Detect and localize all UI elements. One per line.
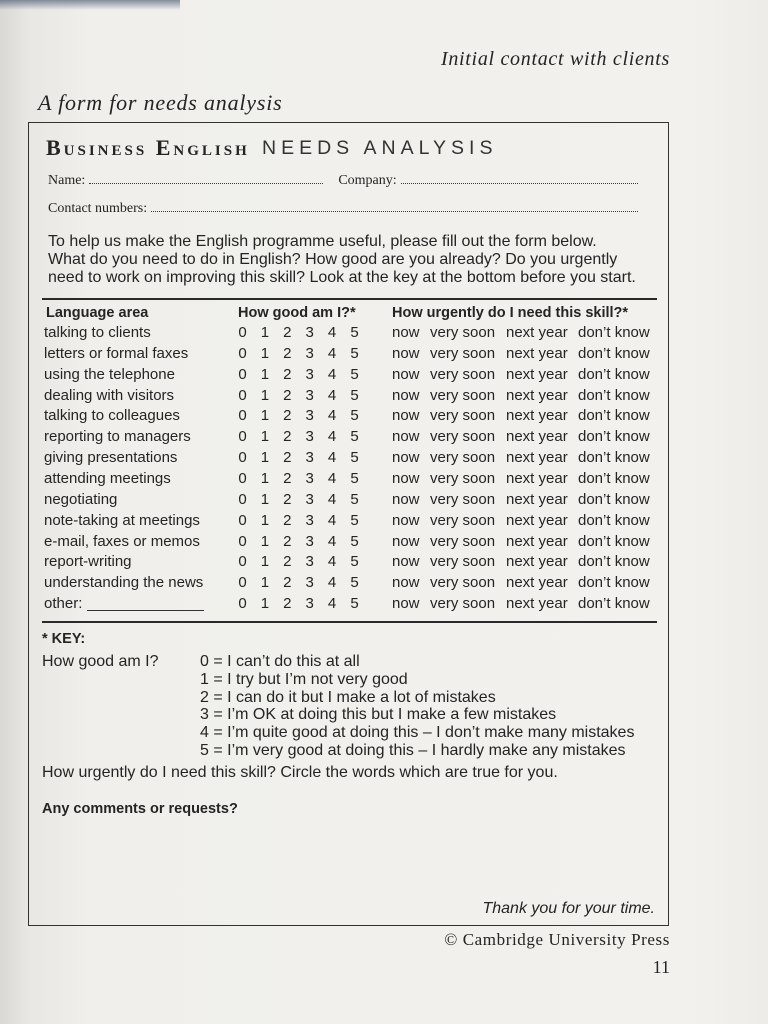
scale-option-4: 4 bbox=[327, 469, 337, 487]
scale-option-1: 1 bbox=[260, 511, 270, 529]
urgency-now: now bbox=[392, 386, 420, 404]
scale-option-2: 2 bbox=[283, 428, 292, 446]
urgency-don-t-know: don’t know bbox=[578, 449, 650, 467]
language-area-label: talking to colleagues bbox=[44, 407, 180, 425]
scale-option-2: 2 bbox=[283, 553, 292, 571]
header-language-area: Language area bbox=[46, 305, 149, 321]
scale-option-2: 2 bbox=[283, 344, 292, 362]
urgency-very-soon: very soon bbox=[430, 449, 496, 467]
scale-option-3: 3 bbox=[305, 574, 314, 592]
scale-option-3: 3 bbox=[305, 324, 314, 341]
urgency-next-year: next year bbox=[506, 469, 568, 487]
scale-option-1: 1 bbox=[260, 344, 270, 362]
urgency-next-year: next year bbox=[506, 449, 568, 467]
running-header: Initial contact with clients bbox=[440, 48, 670, 70]
scale-option-2: 2 bbox=[283, 574, 292, 592]
scale-option-4: 4 bbox=[327, 344, 337, 362]
scale-option-2: 2 bbox=[283, 490, 292, 508]
scale-option-0: 0 bbox=[238, 574, 247, 592]
scale-option-0: 0 bbox=[238, 344, 247, 362]
company-field bbox=[401, 182, 638, 184]
key-level-item: 4 = I’m quite good at doing this – I don’t make many mistakes bbox=[200, 724, 635, 742]
section-title: A form for needs analysis bbox=[38, 90, 283, 115]
urgency-don-t-know: don’t know bbox=[578, 386, 650, 404]
urgency-very-soon: very soon bbox=[430, 490, 496, 508]
language-area-label: talking to clients bbox=[44, 324, 151, 341]
scale-option-3: 3 bbox=[305, 469, 314, 487]
scale-option-5: 5 bbox=[350, 386, 359, 404]
key-level-item: 5 = I’m very good at doing this – I hardly make any mistakes bbox=[200, 742, 626, 759]
scale-option-3: 3 bbox=[305, 386, 314, 404]
table-row bbox=[29, 386, 668, 407]
table-top-divider bbox=[42, 298, 657, 300]
urgency-don-t-know: don’t know bbox=[578, 365, 650, 383]
urgency-very-soon: very soon bbox=[430, 553, 496, 571]
scale-option-3: 3 bbox=[305, 407, 314, 425]
urgency-next-year: next year bbox=[506, 553, 568, 571]
urgency-now: now bbox=[392, 490, 420, 508]
scale-option-2: 2 bbox=[283, 595, 292, 613]
scale-option-0: 0 bbox=[238, 469, 247, 487]
scale-option-1: 1 bbox=[260, 532, 270, 550]
scale-option-1: 1 bbox=[260, 574, 270, 592]
scale-option-2: 2 bbox=[283, 407, 292, 425]
scale-option-0: 0 bbox=[238, 386, 247, 404]
key-level-item: 0 = I can’t do this at all bbox=[200, 653, 360, 670]
scale-option-5: 5 bbox=[350, 344, 359, 362]
intro-paragraph bbox=[48, 233, 636, 287]
comments-label: Any comments or requests? bbox=[42, 801, 238, 817]
urgency-now: now bbox=[392, 324, 420, 341]
scale-option-1: 1 bbox=[260, 449, 270, 467]
contact-row bbox=[48, 201, 638, 217]
name-company-row bbox=[48, 173, 638, 189]
key-level-item: 3 = I’m OK at doing this but I make a few mistakes bbox=[200, 706, 557, 724]
scale-option-2: 2 bbox=[283, 365, 292, 383]
language-area-label: using the telephone bbox=[44, 365, 175, 383]
urgency-next-year: next year bbox=[506, 595, 568, 613]
urgency-very-soon: very soon bbox=[430, 469, 496, 487]
key-heading: * KEY: bbox=[42, 631, 86, 647]
scale-option-5: 5 bbox=[350, 595, 359, 613]
scale-option-0: 0 bbox=[238, 428, 247, 446]
urgency-very-soon: very soon bbox=[430, 428, 496, 446]
scale-option-5: 5 bbox=[350, 407, 359, 425]
scale-option-4: 4 bbox=[327, 365, 337, 383]
urgency-next-year: next year bbox=[506, 324, 568, 341]
urgency-now: now bbox=[392, 449, 420, 467]
scale-option-5: 5 bbox=[350, 324, 359, 341]
table-row bbox=[29, 573, 668, 594]
scale-option-5: 5 bbox=[350, 511, 359, 529]
scale-option-5: 5 bbox=[350, 553, 359, 571]
name-field bbox=[89, 182, 323, 184]
header-how-good: How good am I?* bbox=[238, 305, 356, 321]
language-area-label: dealing with visitors bbox=[44, 386, 175, 404]
urgency-next-year: next year bbox=[506, 532, 568, 550]
scale-option-3: 3 bbox=[305, 428, 314, 446]
urgency-don-t-know: don’t know bbox=[578, 574, 650, 592]
thank-you-note: Thank you for your time. bbox=[482, 900, 655, 917]
language-area-label: report-writing bbox=[44, 553, 132, 571]
scale-option-4: 4 bbox=[327, 386, 337, 404]
urgency-don-t-know: don’t know bbox=[578, 511, 650, 529]
urgency-next-year: next year bbox=[506, 386, 568, 404]
scale-option-1: 1 bbox=[260, 553, 270, 571]
scale-option-0: 0 bbox=[238, 324, 247, 341]
table-bottom-divider bbox=[42, 621, 657, 623]
table-row bbox=[29, 532, 668, 553]
urgency-don-t-know: don’t know bbox=[578, 407, 650, 425]
scale-option-2: 2 bbox=[283, 386, 292, 404]
language-area-label: negotiating bbox=[44, 490, 118, 508]
urgency-next-year: next year bbox=[506, 344, 568, 362]
scale-option-2: 2 bbox=[283, 469, 292, 487]
urgency-now: now bbox=[392, 511, 420, 529]
intro-line: What do you need to do in English? How good are you already? Do you urgently bbox=[48, 251, 618, 268]
urgency-now: now bbox=[392, 553, 420, 571]
key-level-list bbox=[200, 653, 660, 763]
skills-table bbox=[29, 323, 668, 618]
scale-option-4: 4 bbox=[327, 553, 337, 571]
table-row bbox=[29, 490, 668, 511]
scale-option-0: 0 bbox=[238, 595, 247, 613]
scale-option-1: 1 bbox=[260, 428, 270, 446]
urgency-now: now bbox=[392, 469, 420, 487]
scale-option-5: 5 bbox=[350, 574, 359, 592]
scale-option-3: 3 bbox=[305, 595, 314, 613]
urgency-don-t-know: don’t know bbox=[578, 344, 650, 362]
urgency-don-t-know: don’t know bbox=[578, 490, 650, 508]
urgency-don-t-know: don’t know bbox=[578, 553, 650, 571]
scale-option-3: 3 bbox=[305, 553, 314, 571]
scale-option-2: 2 bbox=[283, 532, 292, 550]
table-row bbox=[29, 511, 668, 532]
scale-option-0: 0 bbox=[238, 532, 247, 550]
page-number: 11 bbox=[652, 957, 670, 977]
scale-option-1: 1 bbox=[260, 386, 270, 404]
urgency-very-soon: very soon bbox=[430, 574, 496, 592]
table-row bbox=[29, 365, 668, 386]
urgency-now: now bbox=[392, 407, 420, 425]
urgency-very-soon: very soon bbox=[430, 365, 496, 383]
urgency-don-t-know: don’t know bbox=[578, 469, 650, 487]
scale-option-4: 4 bbox=[327, 595, 337, 613]
scale-option-0: 0 bbox=[238, 553, 247, 571]
scale-option-4: 4 bbox=[327, 324, 337, 341]
table-row bbox=[29, 469, 668, 490]
language-area-label: giving presentations bbox=[44, 449, 178, 467]
scale-option-5: 5 bbox=[350, 490, 359, 508]
urgency-now: now bbox=[392, 595, 420, 613]
table-header bbox=[29, 303, 668, 323]
urgency-next-year: next year bbox=[506, 490, 568, 508]
scale-option-2: 2 bbox=[283, 511, 292, 529]
scale-option-5: 5 bbox=[350, 449, 359, 467]
needs-analysis-form bbox=[28, 122, 669, 926]
scale-option-3: 3 bbox=[305, 511, 314, 529]
key-level-item: 2 = I can do it but I make a lot of mistakes bbox=[200, 688, 496, 706]
scale-option-3: 3 bbox=[305, 449, 314, 467]
contact-numbers-label: Contact numbers: bbox=[48, 201, 148, 216]
scale-option-2: 2 bbox=[283, 449, 292, 467]
urgency-now: now bbox=[392, 574, 420, 592]
urgency-very-soon: very soon bbox=[430, 386, 496, 404]
scale-option-1: 1 bbox=[260, 595, 270, 613]
table-row bbox=[29, 552, 668, 573]
other-blank-field bbox=[87, 610, 204, 611]
scale-option-4: 4 bbox=[327, 532, 337, 550]
language-area-label: understanding the news bbox=[44, 574, 204, 592]
scale-option-0: 0 bbox=[238, 365, 247, 383]
scale-option-1: 1 bbox=[260, 490, 270, 508]
scale-option-5: 5 bbox=[350, 428, 359, 446]
copyright-notice: © Cambridge University Press bbox=[444, 930, 670, 949]
scale-option-0: 0 bbox=[238, 490, 247, 508]
scale-option-1: 1 bbox=[260, 469, 270, 487]
urgency-very-soon: very soon bbox=[430, 595, 496, 613]
key-level-item: 1 = I try but I’m not very good bbox=[200, 670, 408, 688]
urgency-next-year: next year bbox=[506, 407, 568, 425]
urgency-very-soon: very soon bbox=[430, 407, 496, 425]
scale-option-5: 5 bbox=[350, 469, 359, 487]
table-row bbox=[29, 448, 668, 469]
company-label: Company: bbox=[338, 173, 397, 188]
table-row bbox=[29, 594, 668, 615]
language-area-label: attending meetings bbox=[44, 469, 171, 487]
urgency-now: now bbox=[392, 365, 420, 383]
language-area-label: e-mail, faxes or memos bbox=[44, 532, 200, 550]
name-label: Name: bbox=[48, 173, 86, 188]
intro-line: need to work on improving this skill? Look at the key at the bottom before you start. bbox=[48, 269, 636, 286]
table-row bbox=[29, 323, 668, 344]
scale-option-2: 2 bbox=[283, 324, 292, 341]
language-area-label: reporting to managers bbox=[44, 428, 191, 446]
urgency-don-t-know: don’t know bbox=[578, 532, 650, 550]
scale-option-1: 1 bbox=[260, 365, 270, 383]
urgency-now: now bbox=[392, 532, 420, 550]
urgency-next-year: next year bbox=[506, 365, 568, 383]
scale-option-0: 0 bbox=[238, 449, 247, 467]
header-how-urgently: How urgently do I need this skill?* bbox=[392, 305, 629, 321]
urgency-now: now bbox=[392, 344, 420, 362]
urgency-don-t-know: don’t know bbox=[578, 595, 650, 613]
key-urgency-note: How urgently do I need this skill? Circle the words which are true for you. bbox=[42, 764, 558, 781]
urgency-next-year: next year bbox=[506, 428, 568, 446]
scale-option-3: 3 bbox=[305, 365, 314, 383]
scale-option-4: 4 bbox=[327, 449, 337, 467]
urgency-don-t-know: don’t know bbox=[578, 324, 650, 341]
scale-option-5: 5 bbox=[350, 532, 359, 550]
urgency-now: now bbox=[392, 428, 420, 446]
urgency-very-soon: very soon bbox=[430, 511, 496, 529]
urgency-very-soon: very soon bbox=[430, 324, 496, 341]
urgency-very-soon: very soon bbox=[430, 344, 496, 362]
scale-option-3: 3 bbox=[305, 490, 314, 508]
scale-option-4: 4 bbox=[327, 511, 337, 529]
table-row bbox=[29, 406, 668, 427]
other-label: other: bbox=[44, 595, 83, 613]
scale-option-4: 4 bbox=[327, 428, 337, 446]
urgency-next-year: next year bbox=[506, 511, 568, 529]
language-area-label: letters or formal faxes bbox=[44, 344, 189, 362]
form-title-needs-analysis: NEEDS ANALYSIS bbox=[262, 137, 498, 159]
urgency-very-soon: very soon bbox=[430, 532, 496, 550]
scale-option-0: 0 bbox=[238, 511, 247, 529]
urgency-next-year: next year bbox=[506, 574, 568, 592]
key-level-label: How good am I? bbox=[42, 653, 159, 670]
scale-option-3: 3 bbox=[305, 532, 314, 550]
scale-option-0: 0 bbox=[238, 407, 247, 425]
scale-option-3: 3 bbox=[305, 344, 314, 362]
contact-numbers-field bbox=[151, 210, 638, 212]
form-title-business-english: Business English bbox=[46, 135, 250, 160]
scale-option-5: 5 bbox=[350, 365, 359, 383]
scale-option-1: 1 bbox=[260, 324, 270, 341]
scale-option-4: 4 bbox=[327, 574, 337, 592]
scale-option-4: 4 bbox=[327, 490, 337, 508]
scale-option-1: 1 bbox=[260, 407, 270, 425]
intro-line: To help us make the English programme useful, please fill out the form below. bbox=[48, 233, 597, 250]
language-area-label: note-taking at meetings bbox=[44, 511, 200, 529]
table-row bbox=[29, 427, 668, 448]
urgency-don-t-know: don’t know bbox=[578, 428, 650, 446]
scale-option-4: 4 bbox=[327, 407, 337, 425]
table-row bbox=[29, 344, 668, 365]
